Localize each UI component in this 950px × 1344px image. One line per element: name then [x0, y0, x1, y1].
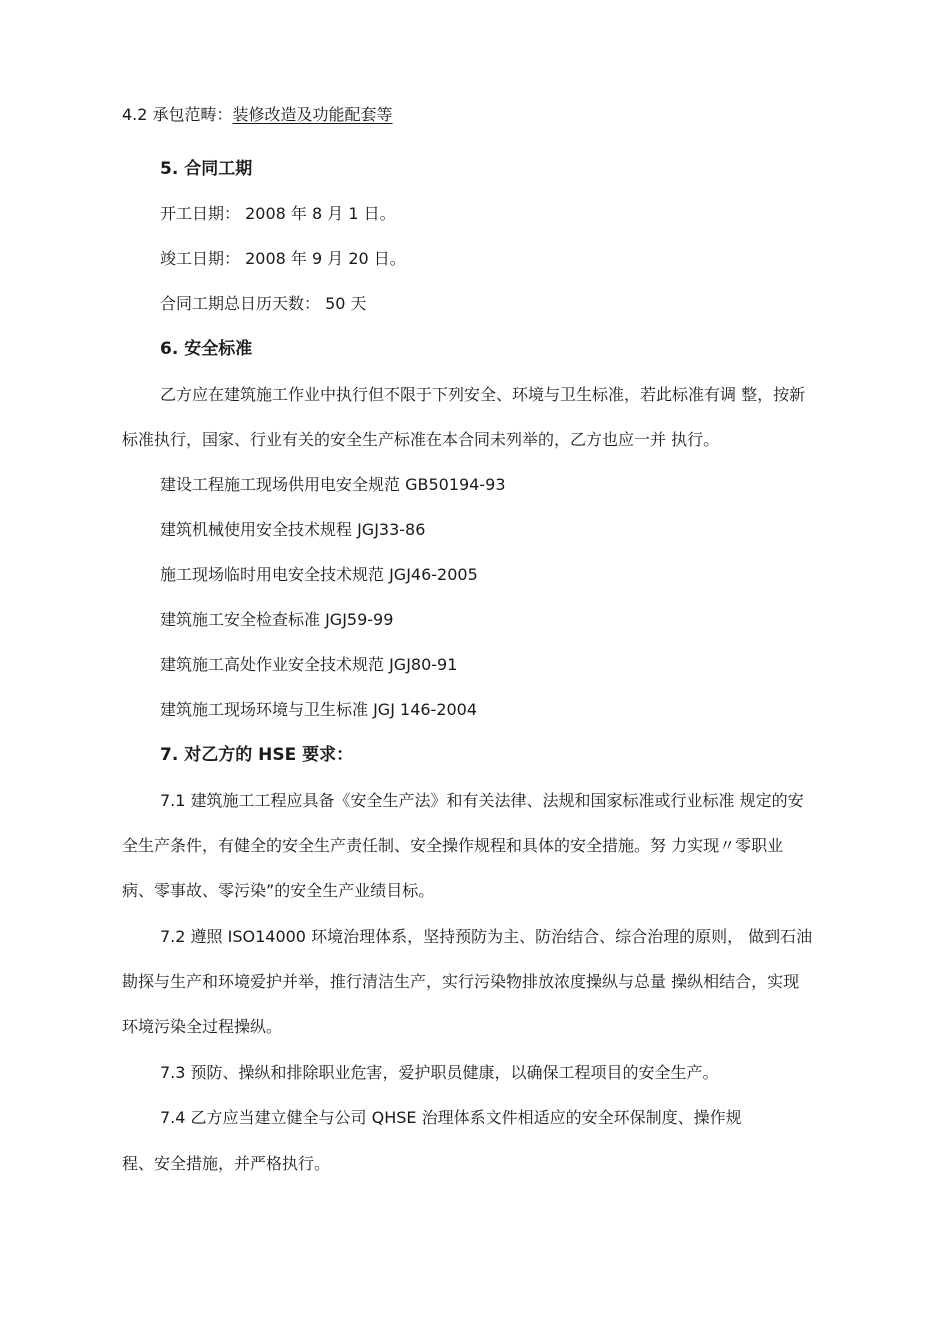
p71-line3: 病、零事故、零污染”的安全生产业绩目标。 — [122, 881, 435, 900]
p73: 7.3 预防、操纵和排除职业危害，爱护职员健康，以确保工程项目的安全生产。 — [160, 1063, 719, 1082]
p71-line2: 全生产条件，有健全的安全生产责任制、安全操作规程和具体的安全措施。努 力实现〃零职业 — [122, 836, 784, 855]
scope-line — [122, 104, 393, 126]
s6-para-line2: 标准执行，国家、行业有关的安全生产标准在本合同未列举的，乙方也应一并 执行。 — [122, 430, 720, 449]
start-date: 开工日期： 2008 年 8 月 1 日。 — [160, 204, 396, 223]
p72-line1: 7.2 遵照 ISO14000 环境治理体系，坚持预防为主、防治结合、综合治理的原则， 做到石油 — [160, 927, 813, 946]
p74-line1: 7.4 乙方应当建立健全与公司 QHSE 治理体系文件相适应的安全环保制度、操作规 — [160, 1108, 742, 1127]
section-6-heading: 6. 安全标准 — [160, 339, 253, 359]
p72-line2: 勘探与生产和环境爱护并举，推行清洁生产，实行污染物排放浓度操纵与总量 操纵相结合，实现 — [122, 972, 800, 991]
standard-item: 建筑施工高处作业安全技术规范 JGJ80-91 — [160, 655, 458, 674]
standard-item: 建筑施工现场环境与卫生标准 JGJ 146-2004 — [160, 700, 478, 719]
section-7-heading: 7. 对乙方的 HSE 要求： — [160, 745, 354, 765]
standard-item: 建筑施工安全检查标准 JGJ59-99 — [160, 610, 394, 629]
standard-item: 施工现场临时用电安全技术规范 JGJ46-2005 — [160, 565, 478, 584]
standard-item: 建设工程施工现场供用电安全规范 GB50194-93 — [160, 475, 506, 494]
scope-value: 装修改造及功能配套等 — [232, 105, 393, 124]
end-date: 竣工日期： 2008 年 9 月 20 日。 — [160, 249, 406, 268]
p74-line2: 程、安全措施，并严格执行。 — [122, 1154, 331, 1173]
p72-line3: 环境污染全过程操纵。 — [122, 1017, 283, 1036]
standard-item: 建筑机械使用安全技术规程 JGJ33-86 — [160, 520, 426, 539]
section-5-heading: 5. 合同工期 — [160, 159, 253, 179]
p71-line1: 7.1 建筑施工工程应具备《安全生产法》和有关法律、法规和国家标准或行业标准 规定的安 — [160, 791, 804, 810]
scope-prefix: 4.2 承包范畴： — [122, 105, 233, 124]
s6-para-line1: 乙方应在建筑施工作业中执行但不限于下列安全、环境与卫生标准，若此标准有调 整，按新 — [160, 385, 806, 404]
total-days: 合同工期总日历天数： 50 天 — [160, 294, 367, 313]
